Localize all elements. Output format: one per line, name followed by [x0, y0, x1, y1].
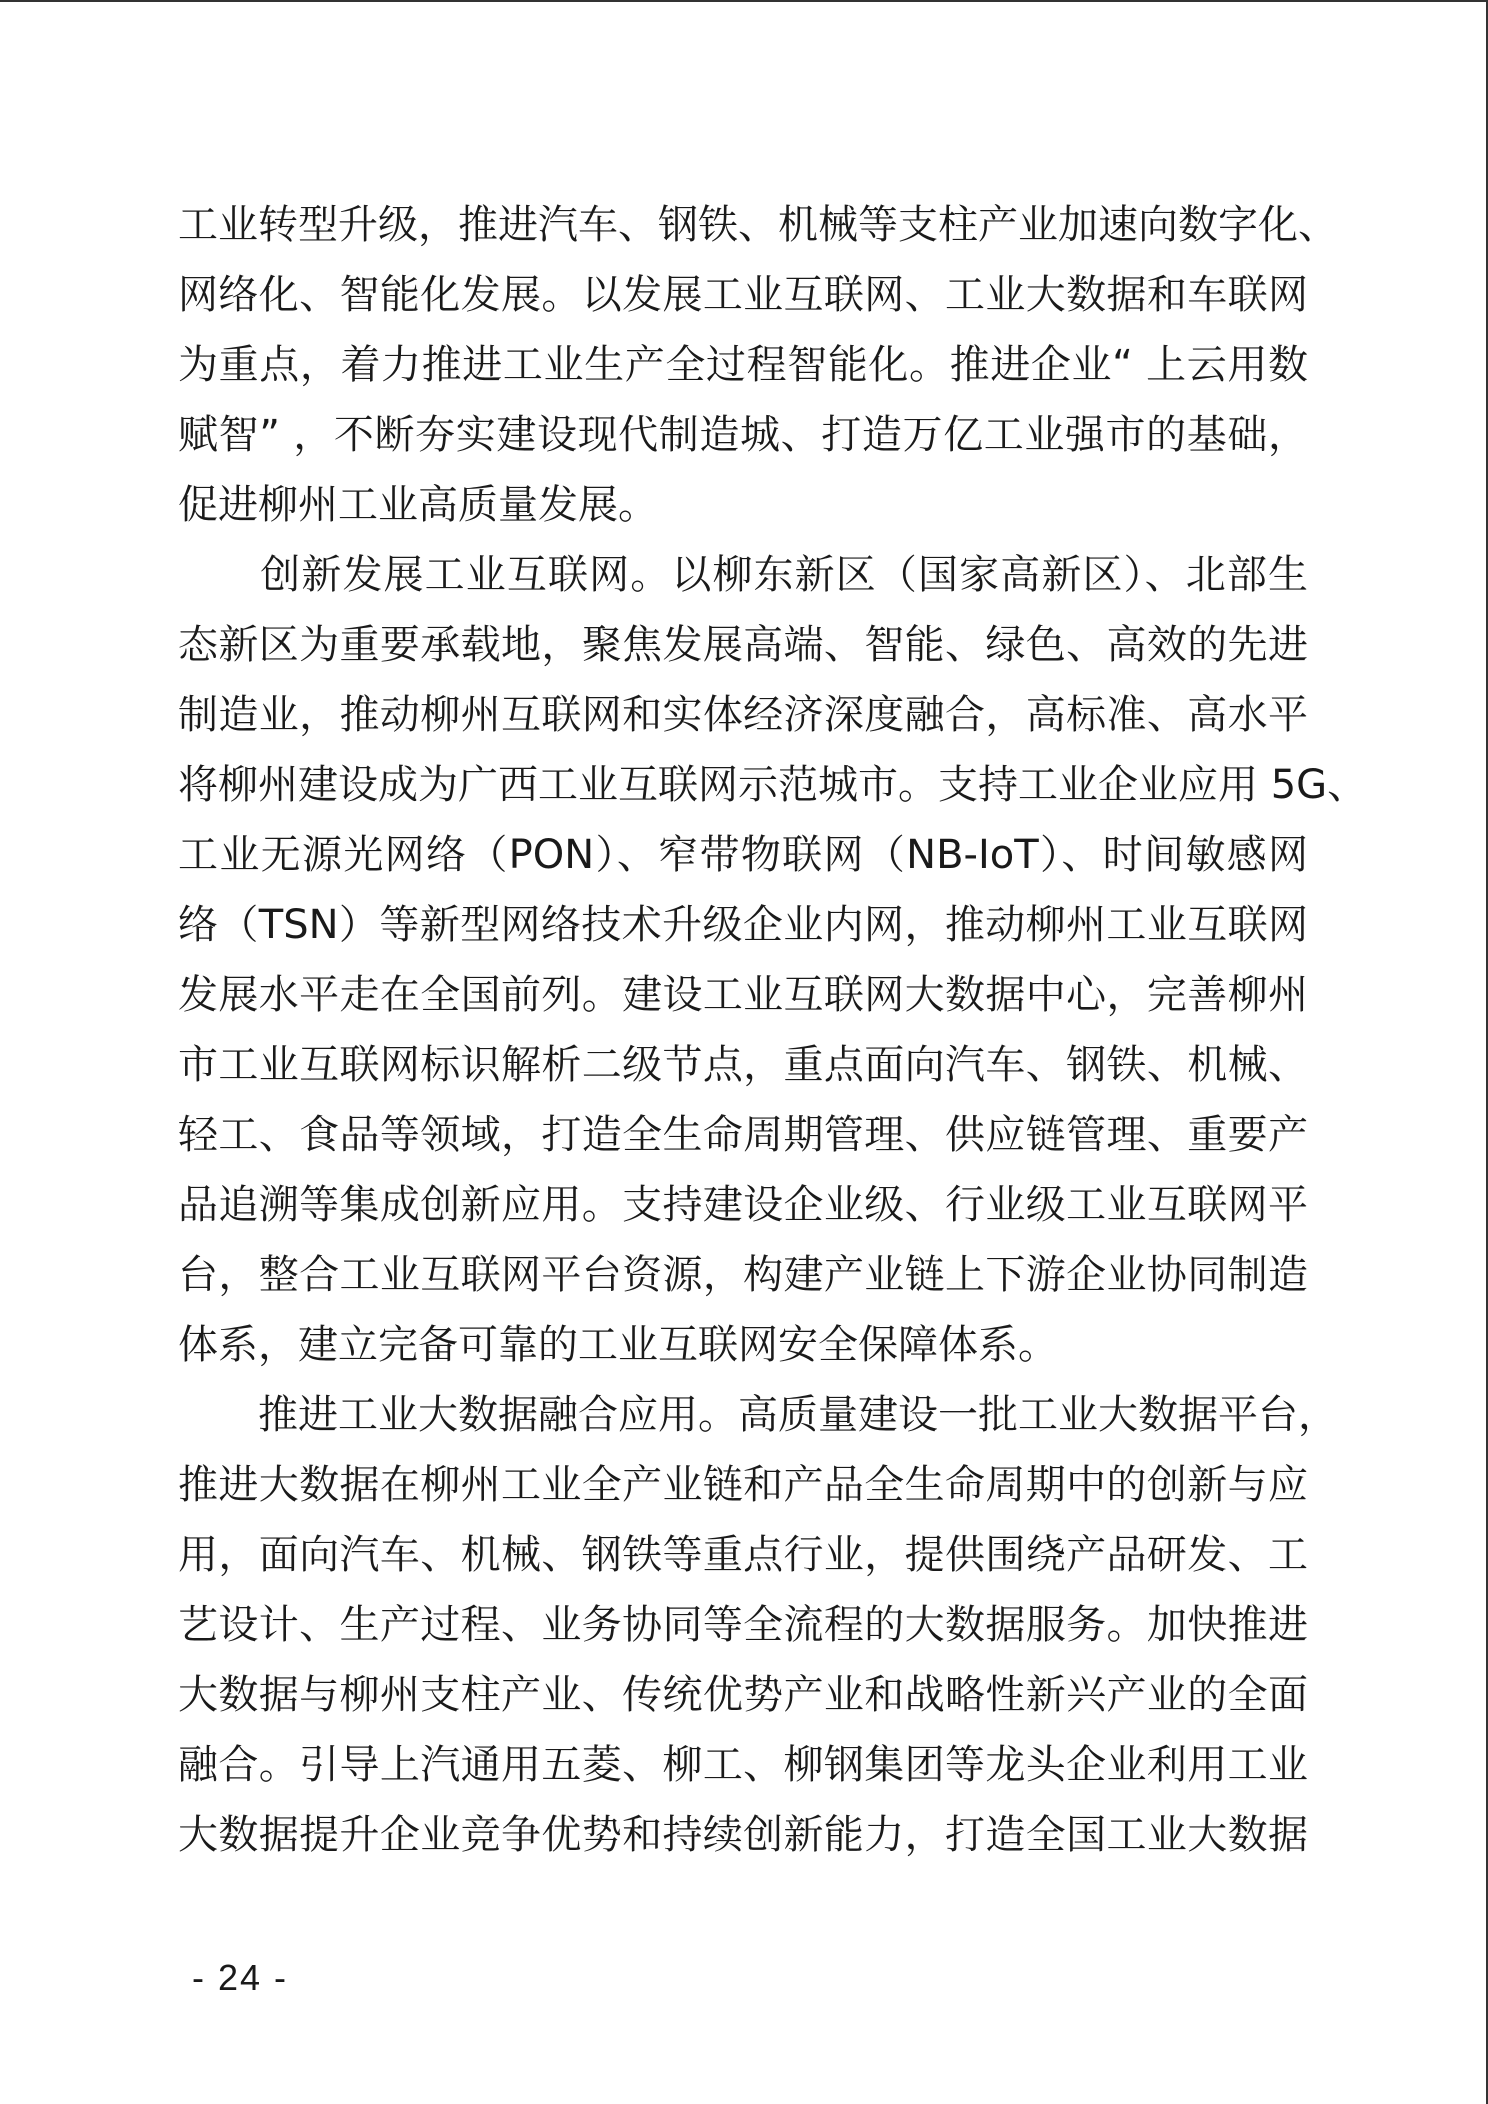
paragraph	[178, 190, 1338, 540]
text-line: 网络化、智能化发展。以发展工业互联网、工业大数据和车联网	[178, 272, 1308, 318]
text-line: 工业无源光网络（PON）、窄带物联网（NB-IoT）、时间敏感网	[178, 832, 1308, 878]
page-number: - 24 -	[192, 1957, 289, 1998]
text-line: 络（TSN）等新型网络技术升级企业内网，推动柳州工业互联网	[178, 902, 1308, 948]
text-line: 轻工、食品等领域，打造全生命周期管理、供应链管理、重要产	[178, 1112, 1308, 1158]
text-line: 艺设计、生产过程、业务协同等全流程的大数据服务。加快推进	[178, 1602, 1308, 1648]
text-line: 大数据与柳州支柱产业、传统优势产业和战略性新兴产业的全面	[178, 1672, 1308, 1718]
text-line: 创新发展工业互联网。以柳东新区（国家高新区）、北部生	[178, 552, 1308, 598]
text-line: 赋智” ，不断夯实建设现代制造城、打造万亿工业强市的基础，	[178, 412, 1308, 458]
text-line: 促进柳州工业高质量发展。	[178, 482, 658, 528]
text-line: 推进工业大数据融合应用。高质量建设一批工业大数据平台，	[178, 1392, 1338, 1438]
text-line: 大数据提升企业竞争优势和持续创新能力，打造全国工业大数据	[178, 1812, 1308, 1858]
paragraph	[178, 1380, 1338, 1870]
text-line: 用，面向汽车、机械、钢铁等重点行业，提供围绕产品研发、工	[178, 1532, 1308, 1578]
text-line: 发展水平走在全国前列。建设工业互联网大数据中心，完善柳州	[178, 972, 1308, 1018]
text-line: 体系，建立完备可靠的工业互联网安全保障体系。	[178, 1322, 1058, 1368]
text-line: 制造业，推动柳州互联网和实体经济深度融合，高标准、高水平	[178, 692, 1308, 738]
body-text	[178, 190, 1368, 1870]
text-line: 为重点，着力推进工业生产全过程智能化。推进企业“ 上云用数	[178, 342, 1308, 388]
text-line: 市工业互联网标识解析二级节点，重点面向汽车、钢铁、机械、	[178, 1042, 1308, 1088]
text-line: 将柳州建设成为广西工业互联网示范城市。支持工业企业应用 5G、	[178, 762, 1368, 808]
text-line: 工业转型升级，推进汽车、钢铁、机械等支柱产业加速向数字化、	[178, 202, 1338, 248]
text-line: 融合。引导上汽通用五菱、柳工、柳钢集团等龙头企业利用工业	[178, 1742, 1308, 1788]
text-line: 品追溯等集成创新应用。支持建设企业级、行业级工业互联网平	[178, 1182, 1308, 1228]
paragraph	[178, 540, 1368, 1380]
text-line: 台，整合工业互联网平台资源，构建产业链上下游企业协同制造	[178, 1252, 1308, 1298]
text-line: 推进大数据在柳州工业全产业链和产品全生命周期中的创新与应	[178, 1462, 1308, 1508]
text-line: 态新区为重要承载地，聚焦发展高端、智能、绿色、高效的先进	[178, 622, 1308, 668]
